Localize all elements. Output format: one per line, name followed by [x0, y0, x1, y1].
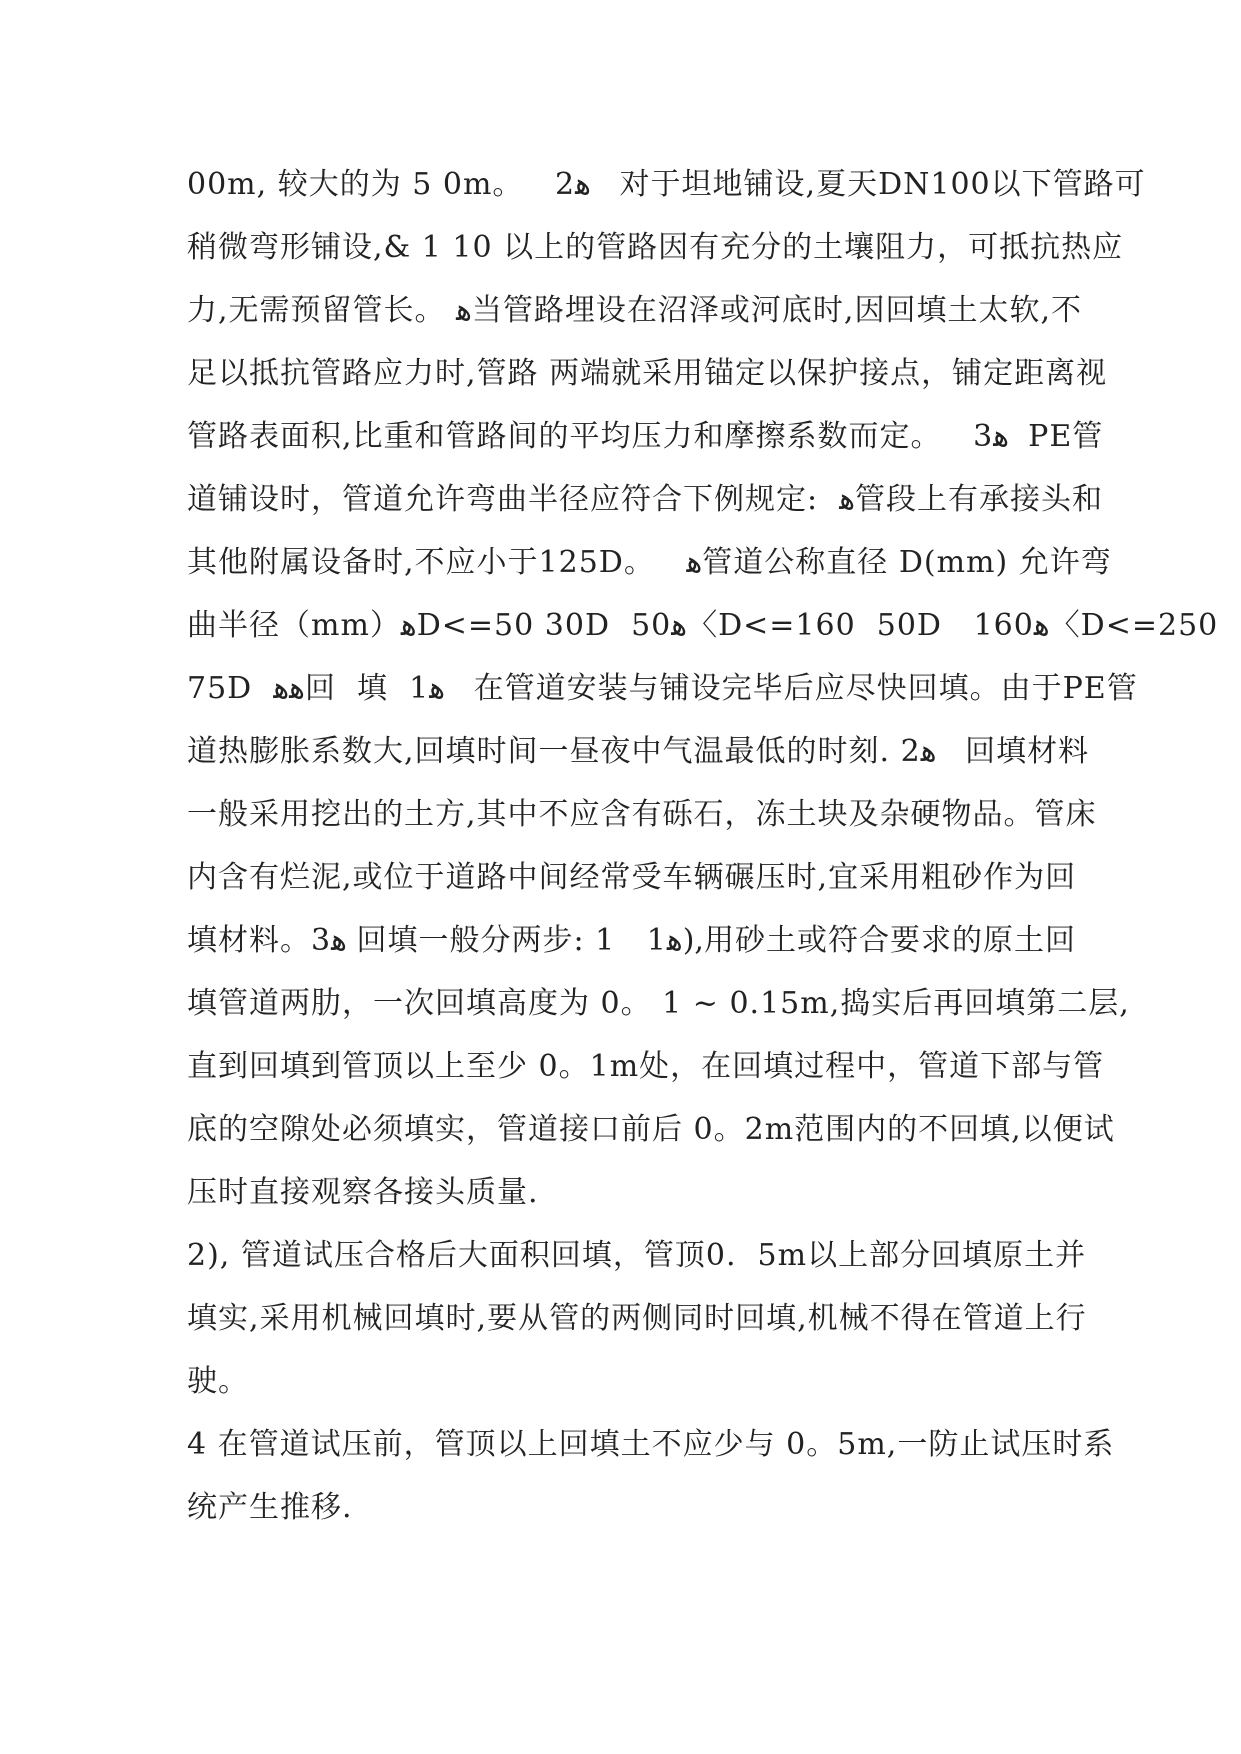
text-line: 75D ﻫﻫ回 填 1ﻫ 在管道安装与铺设完毕后应尽快回填。由于PE管: [187, 671, 1138, 706]
text-line: 道铺设时，管道允许弯曲半径应符合下例规定: ﻫ管段上有承接头和: [187, 482, 1104, 517]
text-line: 统产生推移.: [187, 1490, 353, 1525]
text-line: 填材料。3ﻫ 回填一般分两步: 1 1ﻫ),用砂土或符合要求的原土回: [187, 923, 1076, 958]
text-line: 00m, 较大的为 5 0m。 2ﻫ 对于坦地铺设,夏天DN100以下管路可: [187, 167, 1146, 202]
text-line: 力,无需预留管长。 ﻫ当管路埋设在沼泽或河底时,因回填土太软,不: [187, 293, 1082, 328]
text-line: 压时直接观察各接头质量.: [187, 1175, 539, 1210]
text-line: 底的空隙处必须填实，管道接口前后 0。2m范围内的不回填,以便试: [187, 1112, 1115, 1147]
text-line: 驶。: [187, 1364, 249, 1399]
text-line: 曲半径（mm）ﻫD<=50 30D 50ﻫ〈D<=160 50D 160ﻫ〈D<=250: [187, 608, 1219, 643]
text-line: 稍微弯形铺设,& 1 10 以上的管路因有充分的土壤阻力，可抵抗热应: [187, 230, 1124, 265]
text-line: 2), 管道试压合格后大面积回填，管顶0. 5m以上部分回填原土并: [187, 1238, 1087, 1273]
text-line: 管路表面积,比重和管路间的平均压力和摩擦系数而定。 3ﻫ PE管: [187, 419, 1104, 454]
text-line: 道热膨胀系数大,回填时间一昼夜中气温最低的时刻. 2ﻫ 回填材料: [187, 734, 1090, 769]
text-line: 其他附属设备时,不应小于125D。 ﻫ管道公称直径 D(mm) 允许弯: [187, 545, 1112, 580]
text-line: 填管道两肋，一次回填高度为 0。 1 ~ 0.15m,捣实后再回填第二层,: [187, 986, 1130, 1021]
text-line: 填实,采用机械回填时,要从管的两侧同时回填,机械不得在管道上行: [187, 1301, 1087, 1336]
text-line: 内含有烂泥,或位于道路中间经常受车辆碾压时,宜采用粗砂作为回: [187, 860, 1077, 895]
body-text: [187, 153, 1219, 1539]
text-line: 足以抵抗管路应力时,管路 两端就采用锚定以保护接点，铺定距离视: [187, 356, 1108, 391]
text-line: 4 在管道试压前，管顶以上回填土不应少与 0。5m,一防止试压时系: [187, 1427, 1115, 1462]
text-line: 一般采用挖出的土方,其中不应含有砾石，冻土块及杂硬物品。管床: [187, 797, 1097, 832]
text-line: 直到回填到管顶以上至少 0。1m处，在回填过程中，管道下部与管: [187, 1049, 1105, 1084]
